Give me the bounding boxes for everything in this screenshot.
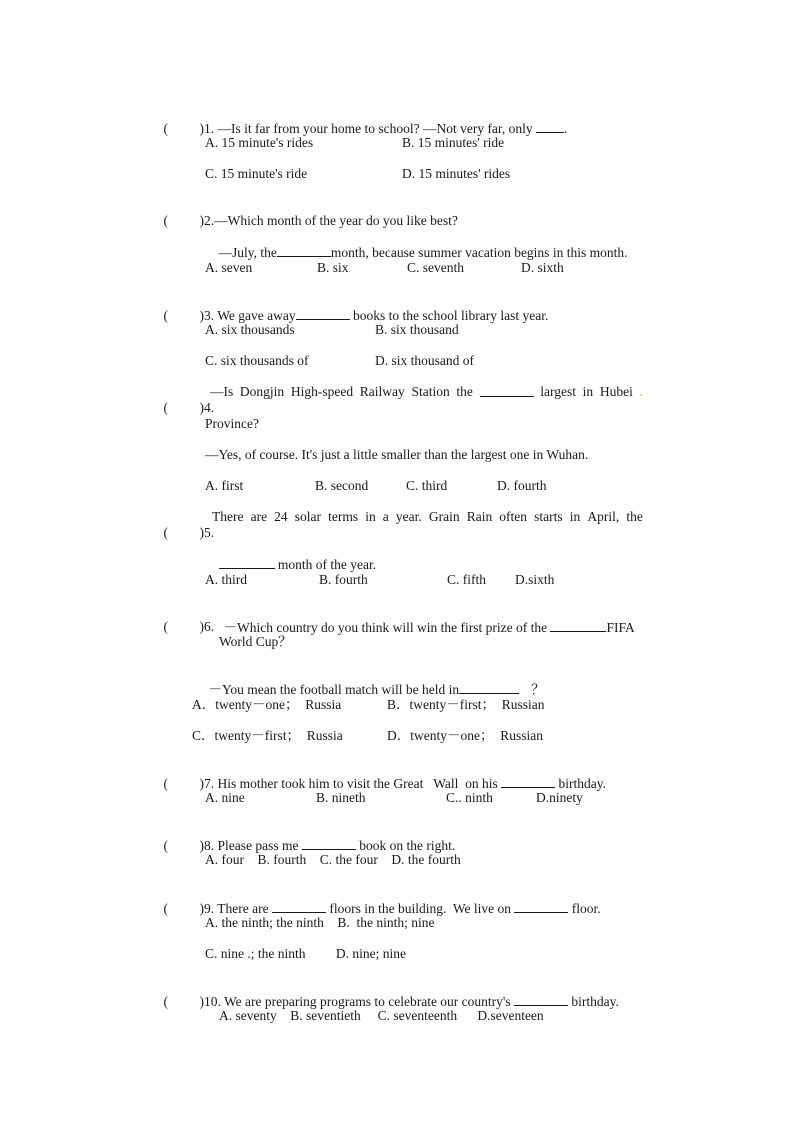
question-5-line-2: month of the year.: [205, 540, 376, 589]
question-6-line-2: World Cup？: [219, 634, 292, 649]
answer-blank: [480, 384, 534, 397]
option-a: A. first: [205, 478, 244, 493]
question-9: ( )9. There are floors in the building. We live on floor.: [163, 901, 601, 916]
question-4-line-2: Province?: [205, 416, 259, 431]
answer-blank: [514, 900, 568, 913]
option-a: A. seven: [205, 260, 253, 275]
question-1: ( )1. —Is it far from your home to school? —Not very far, only .: [163, 121, 568, 136]
option-b: B. six thousand: [375, 322, 459, 337]
question-6-line-3: －You mean the football match will be held in ？: [208, 682, 545, 697]
question-7: ( )7. His mother took him to visit the Great Wall on his birthday.: [163, 776, 607, 791]
option-d: D．twenty－one； Russian: [387, 728, 543, 743]
answer-bracket: (: [163, 308, 168, 323]
option-d: D. 15 minutes' rides: [402, 166, 511, 181]
option-d: D. sixth: [521, 260, 564, 275]
option-a: A. nine: [205, 790, 245, 805]
option-b: B. six: [317, 260, 349, 275]
answer-blank: [272, 900, 326, 913]
question-10: ( )10. We are preparing programs to celebrate our country's birthday.: [163, 994, 619, 1009]
question-4-line-3: —Yes, of course. It's just a little smaller than the largest one in Wuhan.: [205, 447, 589, 462]
options-row: A. four B. fourth C. the four D. the fourth: [205, 852, 461, 867]
answer-blank: [550, 619, 606, 632]
answer-bracket: (: [163, 619, 168, 634]
question-6-stem: －Which country do you think will win the first prize of the FIFA: [223, 620, 635, 635]
answer-bracket: (: [163, 901, 168, 916]
answer-bracket: (: [163, 213, 168, 228]
answer-bracket: (: [163, 838, 168, 853]
option-c: C. fifth: [447, 572, 486, 587]
option-b: B. second: [315, 478, 369, 493]
option-b: B．twenty－first； Russian: [387, 697, 545, 712]
option-c: C. third: [406, 478, 448, 493]
answer-blank: [536, 120, 564, 133]
answer-blank: [501, 775, 555, 788]
answer-blank: [296, 307, 350, 320]
question-5: ( )5.: [163, 525, 215, 540]
question-6: ( )6.: [163, 619, 215, 634]
answer-blank: [514, 993, 568, 1006]
question-2: ( )2.—Which month of the year do you like best?: [163, 213, 458, 228]
option-c: C. six thousands of: [205, 353, 309, 368]
option-a: A. 15 minute's rides: [205, 135, 314, 150]
answer-bracket: (: [163, 776, 168, 791]
answer-blank: [459, 681, 519, 694]
answer-bracket: (: [163, 121, 168, 136]
option-b: B. fourth: [319, 572, 368, 587]
options-row: A. seventy B. seventieth C. seventeenth D.seventeen: [219, 1008, 544, 1023]
question-3: ( )3. We gave away books to the school library last year.: [163, 308, 549, 323]
question-4: ( )4.: [163, 400, 215, 415]
answer-blank: [302, 837, 356, 850]
answer-bracket: (: [163, 525, 168, 540]
question-2-line-2: —July, the month, because summer vacation begins in this month.: [218, 245, 628, 260]
option-c: C. 15 minute's ride: [205, 166, 308, 181]
options-row-2: C. nine .; the ninth D. nine; nine: [205, 946, 406, 961]
answer-bracket: (: [163, 994, 168, 1009]
options-row-1: A. the ninth; the ninth B. the ninth; nine: [205, 915, 435, 930]
question-8: ( )8. Please pass me book on the right.: [163, 838, 456, 853]
option-c: C. seventh: [407, 260, 464, 275]
option-d: D. fourth: [497, 478, 547, 493]
option-d: D.sixth: [515, 572, 555, 587]
option-c: C．twenty－first； Russia: [192, 728, 343, 743]
question-5-stem: There are 24 solar terms in a year. Grain Rain often starts in April, the: [212, 509, 643, 524]
option-d: D. six thousand of: [375, 353, 474, 368]
option-a: A．twenty－one； Russia: [192, 697, 342, 712]
option-a: A. six thousands: [205, 322, 295, 337]
option-b: B. nineth: [316, 790, 366, 805]
answer-blank: [277, 244, 331, 257]
option-a: A. third: [205, 572, 247, 587]
option-c: C.. ninth: [446, 790, 493, 805]
option-b: B. 15 minutes' ride: [402, 135, 505, 150]
option-d: D.ninety: [536, 790, 583, 805]
answer-bracket: (: [163, 400, 168, 415]
question-4-stem: —Is Dongjin High-speed Railway Station the largest in Hubei .: [210, 384, 643, 399]
answer-blank: [219, 556, 275, 569]
